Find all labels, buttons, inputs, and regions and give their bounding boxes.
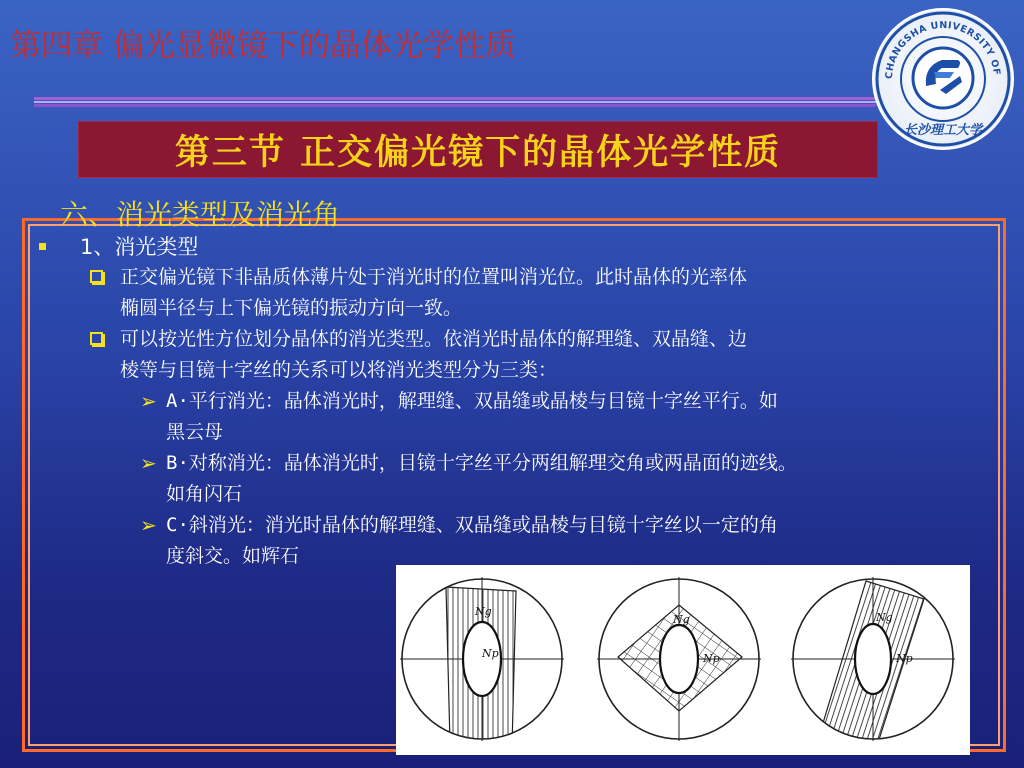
- seal-university-name: CHANGSHA UNIVERSITY OF: [883, 19, 1002, 80]
- ng-label: Ng: [673, 613, 690, 626]
- paragraph-line: 可以按光性方位划分晶体的消光类型。依消光时晶体的解理缝、双晶缝、边: [120, 328, 748, 350]
- list-item-line: 黑云母: [166, 421, 224, 443]
- list-item-line: 如角闪石: [166, 483, 243, 505]
- hollow-square-bullet-icon: [90, 270, 103, 283]
- extinction-diagram: [396, 565, 970, 755]
- hollow-square-bullet-icon: [90, 332, 103, 345]
- list-item-parallel-extinction: [36, 386, 1006, 448]
- university-seal-icon: [870, 6, 1016, 152]
- arrow-bullet-icon: ➢: [140, 389, 157, 413]
- list-item-oblique-extinction: [36, 510, 1006, 572]
- paragraph-line: 椭圆半径与上下偏光镜的振动方向一致。: [120, 297, 463, 319]
- arrow-bullet-icon: ➢: [140, 513, 157, 537]
- paragraph-line: 棱等与目镜十字丝的关系可以将消光类型分为三类：: [120, 359, 558, 381]
- paragraph-extinction-classification: [36, 324, 1006, 386]
- list-item-line: C·斜消光：消光时晶体的解理缝、双晶缝或晶棱与目镜十字丝以一定的角: [166, 514, 778, 536]
- header-divider-shadow: [34, 104, 876, 107]
- ng-label: Ng: [475, 605, 492, 618]
- seal-calligraphy: 长沙理工大学: [903, 123, 983, 138]
- square-bullet-icon: [39, 243, 46, 250]
- list-item-symmetric-extinction: [36, 448, 1006, 510]
- content-body: [36, 232, 1006, 572]
- np-label: Np: [703, 652, 720, 665]
- item-label: 1、消光类型: [80, 235, 199, 259]
- list-item-line: A·平行消光：晶体消光时，解理缝、双晶缝或晶棱与目镜十字丝平行。如: [166, 390, 778, 412]
- section-banner: [78, 121, 878, 178]
- paragraph-line: 正交偏光镜下非晶质体薄片处于消光时的位置叫消光位。此时晶体的光率体: [120, 266, 748, 288]
- section-title: 第三节 正交偏光镜下的晶体光学性质: [174, 132, 782, 173]
- list-item-line: 度斜交。如辉石: [166, 545, 300, 567]
- paragraph-extinction-position: [36, 262, 1006, 324]
- np-label: Np: [482, 647, 499, 660]
- header-divider: [34, 97, 876, 100]
- header-divider-highlight: [34, 101, 876, 103]
- arrow-bullet-icon: ➢: [140, 451, 157, 475]
- panel-symmetric-extinction: [597, 577, 761, 741]
- ng-label: Ng: [876, 611, 893, 624]
- np-label: Np: [896, 652, 913, 665]
- bullet-item-extinction-types: [36, 232, 1006, 262]
- panel-parallel-extinction: [400, 577, 564, 747]
- subsection-heading: 六、消光类型及消光角: [60, 198, 341, 231]
- panel-oblique-extinction: [791, 577, 955, 749]
- extinction-types-figure: [396, 565, 970, 755]
- university-logo: [870, 6, 1016, 152]
- chapter-title: 第四章 偏光显微镜下的晶体光学性质: [10, 28, 516, 64]
- list-item-line: B·对称消光：晶体消光时，目镜十字丝平分两组解理交角或两晶面的迹线。: [166, 452, 797, 474]
